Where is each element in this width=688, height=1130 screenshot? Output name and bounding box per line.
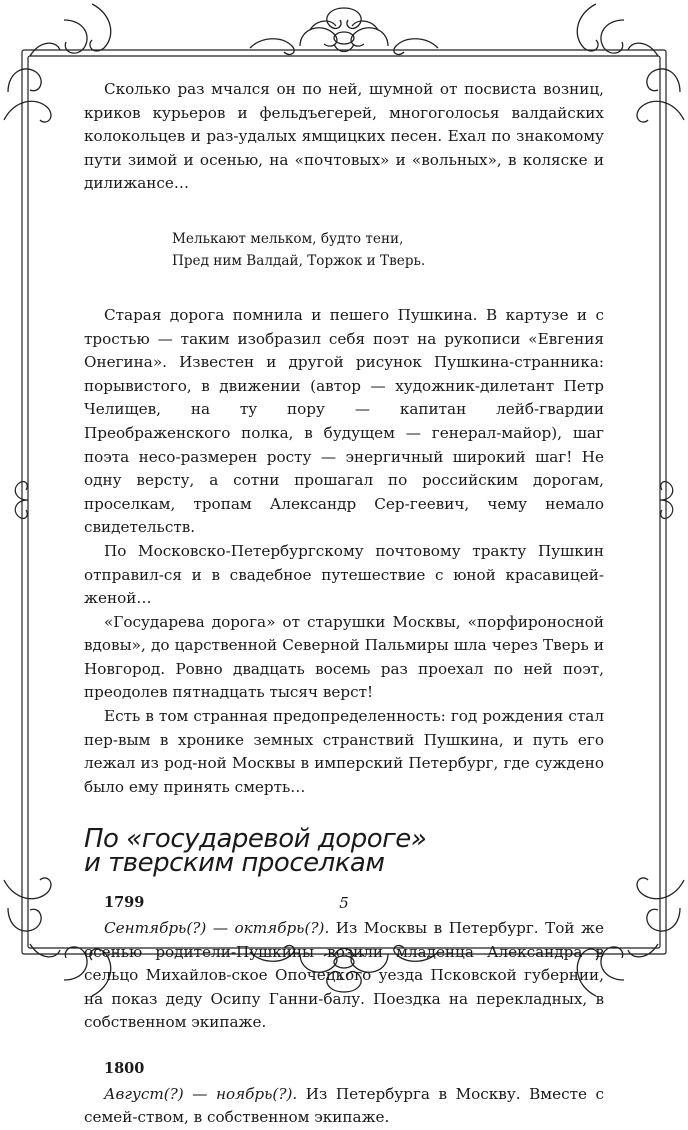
paragraph: «Государева дорога» от старушки Москвы, «порфироносной вдовы», до царственной Северной Пальмиры шла через Тверь и Новгород. Ровно двадцать восемь раз проехал по ней поэт, преодолев пятнадцать тысяч верст! [84,612,604,702]
section-heading-line: По «государевой дороге» [84,824,427,855]
verse-quote [172,228,604,272]
entry-description: Из Москвы в Петербург. Той же осенью родители-Пушкины возили младенца Александра в сельцо Михайлов-ское Опочецкого уезда Псковской губернии, на показ деду Осипу Ганни-балу. Поездка на перекладных, в собственном экипаже. [84,919,604,1032]
verse-line: Мелькают мельком, будто тени, [172,230,404,247]
top-ornament [250,8,438,54]
page-number: 5 [339,894,349,912]
entry-date: Август(?) — ноябрь(?). [104,1084,298,1103]
paragraph: Есть в том странная предопределенность: год рождения стал пер-вым в хронике земных странствий Пушкина, и путь его лежал из род-ной Москвы в имперский Петербург, где суждено было ему принять смерть… [84,707,604,796]
paragraph: Сколько раз мчался он по ней, шумной от посвиста возниц, криков курьеров и фельдъегерей, многоголосья валдайских колокольцев и раз-удалых ямщицких песен. Ехал по знакомому пути зимой и осенью, на «почтовых» и «вольных», в коляске и дилижансе… [84,80,604,193]
section-heading-line: и тверским проселкам [84,848,385,879]
paragraph: Старая дорога помнила и пешего Пушкина. В картузе и с тростью — таким изобразил себя поэт на рукописи «Евгения Онегина». Известен и другой рисунок Пушкина-странника: порывистого, в движении (автор — художник-дилетант Петр Челищев, на ту пору — капитан лейб-гвардии Преображенского полка, в будущем — генерал-майор), шаг поэта несо-размерен росту — энергичный широкий шаг! Не одну версту, а сотни прошагал по российским дорогам, проселкам, тропам Александр Сер-геевич, чему немало свидетельств. [84,305,604,537]
page-text [84,78,604,1130]
entry-text [84,917,604,1035]
paragraph: По Московско-Петербургскому почтовому тракту Пушкин отправил-ся и в свадебное путешествие с юной красавицей-женой… [84,541,604,608]
entry-year: 1800 [104,1060,145,1077]
section-heading [84,824,604,879]
entry-description: Из Петербурга в Москву. Вместе с семей-ством, в собственном экипаже. [84,1084,604,1127]
entry-text [84,1083,604,1130]
entry-year: 1799 [104,894,145,912]
entry-date: Сентябрь(?) — октябрь(?). [104,919,330,938]
verse-line: Пред ним Валдай, Торжок и Тверь. [172,252,426,269]
